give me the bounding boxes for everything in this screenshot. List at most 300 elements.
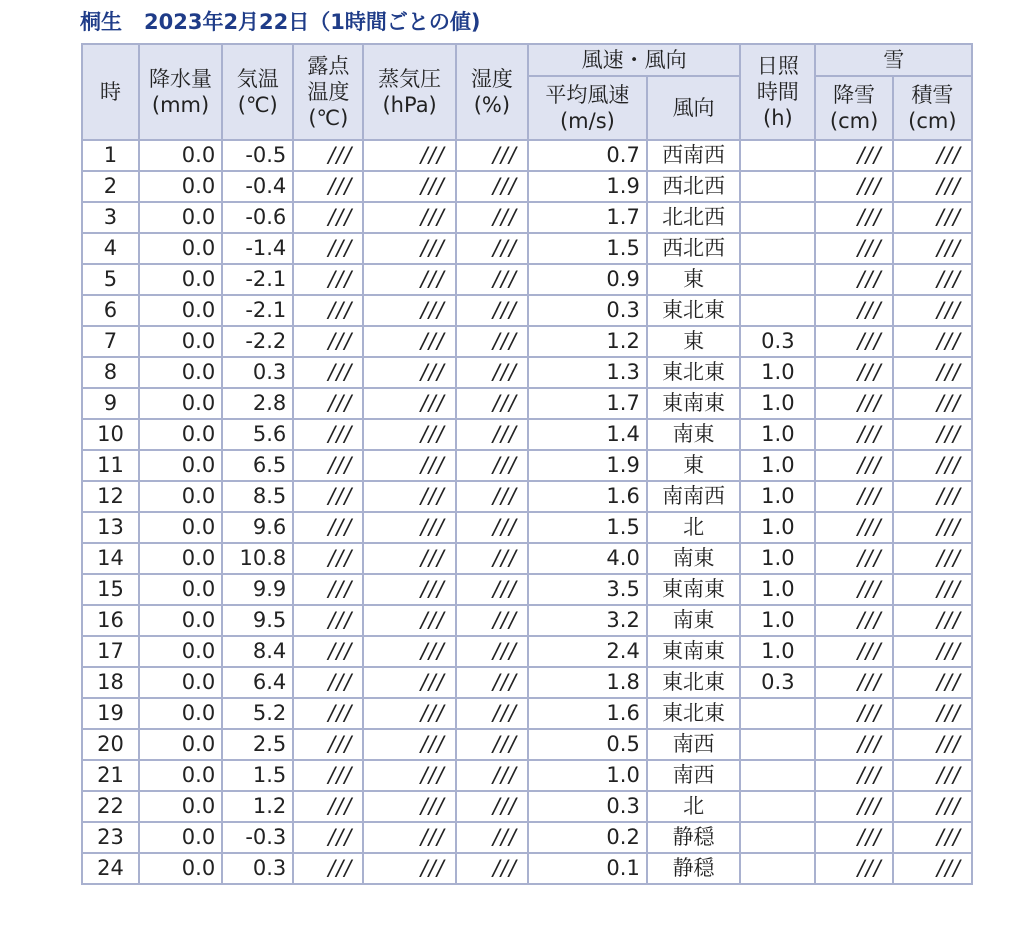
cell-humidity: /// [456,667,528,698]
cell-wind-speed: 1.5 [528,512,647,543]
cell-snowfall: /// [815,233,892,264]
cell-humidity: /// [456,853,528,884]
cell-snow-depth: /// [893,636,972,667]
table-row [82,481,972,512]
cell-sunshine: 0.3 [740,667,815,698]
cell-snow-depth: /// [893,233,972,264]
cell-wind-speed: 0.2 [528,822,647,853]
cell-precip: 0.0 [139,171,222,202]
cell-snow-depth: /// [893,357,972,388]
table-row [82,698,972,729]
cell-vapor-pressure: /// [363,760,455,791]
table-row [82,512,972,543]
cell-snow-depth: /// [893,419,972,450]
cell-snowfall: /// [815,853,892,884]
hourly-weather-table [81,43,973,885]
cell-sunshine [740,171,815,202]
cell-snow-depth: /// [893,512,972,543]
cell-snow-depth: /// [893,388,972,419]
cell-wind-speed: 1.8 [528,667,647,698]
cell-snowfall: /// [815,636,892,667]
table-row [82,264,972,295]
header-snowfall: 降雪 (cm) [815,76,892,140]
cell-snowfall: /// [815,450,892,481]
station-name: 桐生 [80,10,122,34]
cell-precip: 0.0 [139,853,222,884]
cell-hour: 13 [82,512,139,543]
cell-wind-direction: 東南東 [647,636,740,667]
cell-wind-speed: 4.0 [528,543,647,574]
cell-humidity: /// [456,822,528,853]
cell-hour: 16 [82,605,139,636]
cell-precip: 0.0 [139,667,222,698]
cell-hour: 5 [82,264,139,295]
cell-sunshine: 1.0 [740,388,815,419]
cell-snowfall: /// [815,605,892,636]
cell-dew-point: /// [293,698,363,729]
cell-vapor-pressure: /// [363,853,455,884]
cell-wind-direction: 東 [647,264,740,295]
cell-humidity: /// [456,698,528,729]
cell-snowfall: /// [815,202,892,233]
cell-dew-point: /// [293,264,363,295]
cell-dew-point: /// [293,853,363,884]
cell-snowfall: /// [815,357,892,388]
table-row [82,760,972,791]
cell-wind-speed: 0.7 [528,140,647,171]
cell-hour: 22 [82,791,139,822]
table-row [82,419,972,450]
cell-vapor-pressure: /// [363,791,455,822]
cell-hour: 3 [82,202,139,233]
cell-precip: 0.0 [139,543,222,574]
table-row [82,605,972,636]
cell-precip: 0.0 [139,636,222,667]
cell-sunshine [740,202,815,233]
cell-precip: 0.0 [139,326,222,357]
table-row [82,574,972,605]
cell-precip: 0.0 [139,450,222,481]
cell-vapor-pressure: /// [363,357,455,388]
cell-wind-speed: 1.6 [528,481,647,512]
cell-wind-speed: 3.5 [528,574,647,605]
cell-precip: 0.0 [139,760,222,791]
cell-humidity: /// [456,202,528,233]
cell-temp: 9.9 [222,574,293,605]
header-snow-group: 雪 [815,44,972,76]
cell-snowfall: /// [815,543,892,574]
cell-dew-point: /// [293,667,363,698]
cell-snowfall: /// [815,419,892,450]
cell-wind-speed: 1.9 [528,171,647,202]
cell-dew-point: /// [293,822,363,853]
cell-snowfall: /// [815,729,892,760]
header-snow-depth: 積雪 (cm) [893,76,972,140]
cell-sunshine [740,140,815,171]
cell-temp: 1.2 [222,791,293,822]
cell-temp: -0.3 [222,822,293,853]
cell-precip: 0.0 [139,140,222,171]
cell-wind-direction: 東北東 [647,698,740,729]
table-row [82,667,972,698]
cell-wind-direction: 東北東 [647,357,740,388]
header-wind-speed: 平均風速 (m/s) [528,76,647,140]
cell-hour: 17 [82,636,139,667]
cell-humidity: /// [456,140,528,171]
cell-vapor-pressure: /// [363,481,455,512]
table-row [82,636,972,667]
cell-humidity: /// [456,419,528,450]
cell-dew-point: /// [293,419,363,450]
cell-precip: 0.0 [139,605,222,636]
cell-temp: 0.3 [222,853,293,884]
cell-snow-depth: /// [893,822,972,853]
cell-wind-speed: 0.1 [528,853,647,884]
cell-vapor-pressure: /// [363,636,455,667]
cell-vapor-pressure: /// [363,450,455,481]
header-precip: 降水量 (mm) [139,44,222,140]
cell-snow-depth: /// [893,295,972,326]
cell-humidity: /// [456,605,528,636]
cell-snow-depth: /// [893,481,972,512]
table-row [82,729,972,760]
cell-sunshine: 1.0 [740,419,815,450]
cell-temp: 5.2 [222,698,293,729]
cell-wind-speed: 1.3 [528,357,647,388]
cell-hour: 9 [82,388,139,419]
cell-vapor-pressure: /// [363,512,455,543]
table-row [82,450,972,481]
cell-snow-depth: /// [893,698,972,729]
cell-precip: 0.0 [139,233,222,264]
cell-vapor-pressure: /// [363,822,455,853]
cell-precip: 0.0 [139,202,222,233]
cell-sunshine: 1.0 [740,574,815,605]
table-row [82,357,972,388]
cell-vapor-pressure: /// [363,419,455,450]
cell-temp: -0.5 [222,140,293,171]
cell-wind-direction: 東北東 [647,295,740,326]
cell-temp: 5.6 [222,419,293,450]
cell-snow-depth: /// [893,853,972,884]
cell-temp: 0.3 [222,357,293,388]
cell-wind-speed: 3.2 [528,605,647,636]
cell-sunshine: 0.3 [740,326,815,357]
cell-humidity: /// [456,791,528,822]
cell-wind-direction: 西南西 [647,140,740,171]
cell-sunshine [740,264,815,295]
header-vapor-pressure: 蒸気圧 (hPa) [363,44,455,140]
cell-wind-direction: 北 [647,512,740,543]
cell-dew-point: /// [293,202,363,233]
cell-wind-direction: 南東 [647,605,740,636]
cell-snow-depth: /// [893,791,972,822]
cell-wind-speed: 2.4 [528,636,647,667]
cell-dew-point: /// [293,729,363,760]
cell-snow-depth: /// [893,667,972,698]
cell-humidity: /// [456,357,528,388]
cell-wind-speed: 1.4 [528,419,647,450]
cell-dew-point: /// [293,512,363,543]
cell-precip: 0.0 [139,512,222,543]
cell-dew-point: /// [293,357,363,388]
cell-wind-speed: 0.5 [528,729,647,760]
cell-hour: 12 [82,481,139,512]
cell-wind-direction: 西北西 [647,171,740,202]
cell-sunshine [740,822,815,853]
cell-snow-depth: /// [893,202,972,233]
table-row [82,171,972,202]
header-hour: 時 [82,44,139,140]
cell-snowfall: /// [815,698,892,729]
cell-sunshine [740,698,815,729]
cell-temp: -0.6 [222,202,293,233]
cell-snowfall: /// [815,667,892,698]
table-row [82,791,972,822]
cell-vapor-pressure: /// [363,388,455,419]
cell-hour: 1 [82,140,139,171]
table-row [82,233,972,264]
cell-sunshine: 1.0 [740,512,815,543]
cell-hour: 14 [82,543,139,574]
cell-vapor-pressure: /// [363,605,455,636]
cell-vapor-pressure: /// [363,171,455,202]
cell-precip: 0.0 [139,295,222,326]
cell-snowfall: /// [815,171,892,202]
cell-snowfall: /// [815,791,892,822]
cell-wind-speed: 0.3 [528,791,647,822]
cell-wind-speed: 1.0 [528,760,647,791]
cell-snowfall: /// [815,295,892,326]
cell-dew-point: /// [293,450,363,481]
header-sunshine: 日照 時間 (h) [740,44,815,140]
cell-vapor-pressure: /// [363,574,455,605]
cell-humidity: /// [456,233,528,264]
cell-snowfall: /// [815,574,892,605]
cell-sunshine [740,791,815,822]
cell-humidity: /// [456,574,528,605]
cell-dew-point: /// [293,388,363,419]
table-row [82,822,972,853]
cell-snowfall: /// [815,264,892,295]
cell-temp: 6.4 [222,667,293,698]
cell-hour: 24 [82,853,139,884]
cell-dew-point: /// [293,295,363,326]
cell-hour: 7 [82,326,139,357]
cell-wind-speed: 0.9 [528,264,647,295]
table-row [82,202,972,233]
cell-wind-direction: 北北西 [647,202,740,233]
date-label: 2023年2月22日（1時間ごとの値) [144,10,481,34]
cell-hour: 10 [82,419,139,450]
cell-dew-point: /// [293,233,363,264]
cell-vapor-pressure: /// [363,698,455,729]
cell-temp: 2.8 [222,388,293,419]
cell-precip: 0.0 [139,481,222,512]
cell-wind-speed: 1.5 [528,233,647,264]
cell-wind-direction: 東南東 [647,574,740,605]
cell-humidity: /// [456,388,528,419]
cell-snow-depth: /// [893,760,972,791]
cell-dew-point: /// [293,140,363,171]
cell-hour: 8 [82,357,139,388]
cell-wind-speed: 0.3 [528,295,647,326]
cell-precip: 0.0 [139,729,222,760]
cell-wind-direction: 東 [647,450,740,481]
cell-humidity: /// [456,481,528,512]
cell-wind-direction: 南西 [647,760,740,791]
cell-precip: 0.0 [139,357,222,388]
cell-sunshine [740,853,815,884]
cell-humidity: /// [456,512,528,543]
cell-temp: -1.4 [222,233,293,264]
cell-hour: 6 [82,295,139,326]
cell-snow-depth: /// [893,543,972,574]
cell-hour: 4 [82,233,139,264]
cell-precip: 0.0 [139,822,222,853]
cell-snowfall: /// [815,326,892,357]
cell-precip: 0.0 [139,791,222,822]
cell-vapor-pressure: /// [363,233,455,264]
cell-precip: 0.0 [139,388,222,419]
cell-sunshine: 1.0 [740,481,815,512]
cell-vapor-pressure: /// [363,202,455,233]
cell-dew-point: /// [293,791,363,822]
cell-snow-depth: /// [893,326,972,357]
cell-temp: -2.2 [222,326,293,357]
cell-sunshine: 1.0 [740,543,815,574]
cell-humidity: /// [456,636,528,667]
cell-vapor-pressure: /// [363,295,455,326]
cell-sunshine [740,295,815,326]
cell-wind-direction: 静穏 [647,822,740,853]
table-row [82,543,972,574]
cell-snow-depth: /// [893,605,972,636]
cell-snow-depth: /// [893,450,972,481]
cell-hour: 21 [82,760,139,791]
cell-hour: 2 [82,171,139,202]
cell-hour: 19 [82,698,139,729]
cell-humidity: /// [456,760,528,791]
table-row [82,853,972,884]
cell-snow-depth: /// [893,171,972,202]
cell-snow-depth: /// [893,140,972,171]
cell-temp: 8.4 [222,636,293,667]
cell-wind-direction: 南西 [647,729,740,760]
cell-humidity: /// [456,326,528,357]
cell-dew-point: /// [293,481,363,512]
cell-snow-depth: /// [893,729,972,760]
cell-temp: 8.5 [222,481,293,512]
cell-hour: 20 [82,729,139,760]
cell-wind-direction: 西北西 [647,233,740,264]
cell-snowfall: /// [815,760,892,791]
cell-wind-direction: 東 [647,326,740,357]
cell-temp: 6.5 [222,450,293,481]
cell-sunshine [740,760,815,791]
cell-snowfall: /// [815,481,892,512]
cell-dew-point: /// [293,543,363,574]
cell-sunshine: 1.0 [740,605,815,636]
header-wind-group: 風速・風向 [528,44,740,76]
cell-dew-point: /// [293,326,363,357]
cell-temp: 2.5 [222,729,293,760]
cell-dew-point: /// [293,636,363,667]
cell-wind-direction: 東南東 [647,388,740,419]
cell-dew-point: /// [293,574,363,605]
cell-precip: 0.0 [139,419,222,450]
table-row [82,326,972,357]
cell-snowfall: /// [815,140,892,171]
cell-vapor-pressure: /// [363,326,455,357]
cell-sunshine: 1.0 [740,450,815,481]
cell-precip: 0.0 [139,698,222,729]
cell-wind-direction: 南南西 [647,481,740,512]
cell-temp: 10.8 [222,543,293,574]
cell-vapor-pressure: /// [363,543,455,574]
cell-hour: 11 [82,450,139,481]
cell-temp: -2.1 [222,264,293,295]
cell-sunshine [740,729,815,760]
cell-humidity: /// [456,450,528,481]
cell-humidity: /// [456,264,528,295]
cell-wind-direction: 南東 [647,419,740,450]
cell-vapor-pressure: /// [363,140,455,171]
cell-snowfall: /// [815,822,892,853]
cell-snow-depth: /// [893,264,972,295]
cell-hour: 15 [82,574,139,605]
table-row [82,388,972,419]
cell-wind-direction: 静穏 [647,853,740,884]
table-row [82,295,972,326]
cell-wind-direction: 北 [647,791,740,822]
cell-dew-point: /// [293,605,363,636]
cell-humidity: /// [456,295,528,326]
table-row [82,140,972,171]
cell-wind-speed: 1.6 [528,698,647,729]
cell-wind-speed: 1.9 [528,450,647,481]
cell-dew-point: /// [293,171,363,202]
cell-hour: 23 [82,822,139,853]
cell-wind-direction: 東北東 [647,667,740,698]
cell-vapor-pressure: /// [363,264,455,295]
cell-temp: -0.4 [222,171,293,202]
cell-sunshine: 1.0 [740,357,815,388]
cell-sunshine: 1.0 [740,636,815,667]
cell-wind-speed: 1.7 [528,202,647,233]
cell-humidity: /// [456,171,528,202]
cell-snowfall: /// [815,512,892,543]
cell-vapor-pressure: /// [363,729,455,760]
cell-precip: 0.0 [139,264,222,295]
cell-wind-speed: 1.2 [528,326,647,357]
header-wind-direction: 風向 [647,76,740,140]
cell-vapor-pressure: /// [363,667,455,698]
header-temp: 気温 (℃) [222,44,293,140]
cell-temp: 9.5 [222,605,293,636]
cell-hour: 18 [82,667,139,698]
cell-wind-direction: 南東 [647,543,740,574]
cell-temp: 1.5 [222,760,293,791]
cell-snow-depth: /// [893,574,972,605]
cell-temp: -2.1 [222,295,293,326]
cell-humidity: /// [456,543,528,574]
cell-sunshine [740,233,815,264]
cell-dew-point: /// [293,760,363,791]
cell-wind-speed: 1.7 [528,388,647,419]
cell-temp: 9.6 [222,512,293,543]
cell-humidity: /// [456,729,528,760]
